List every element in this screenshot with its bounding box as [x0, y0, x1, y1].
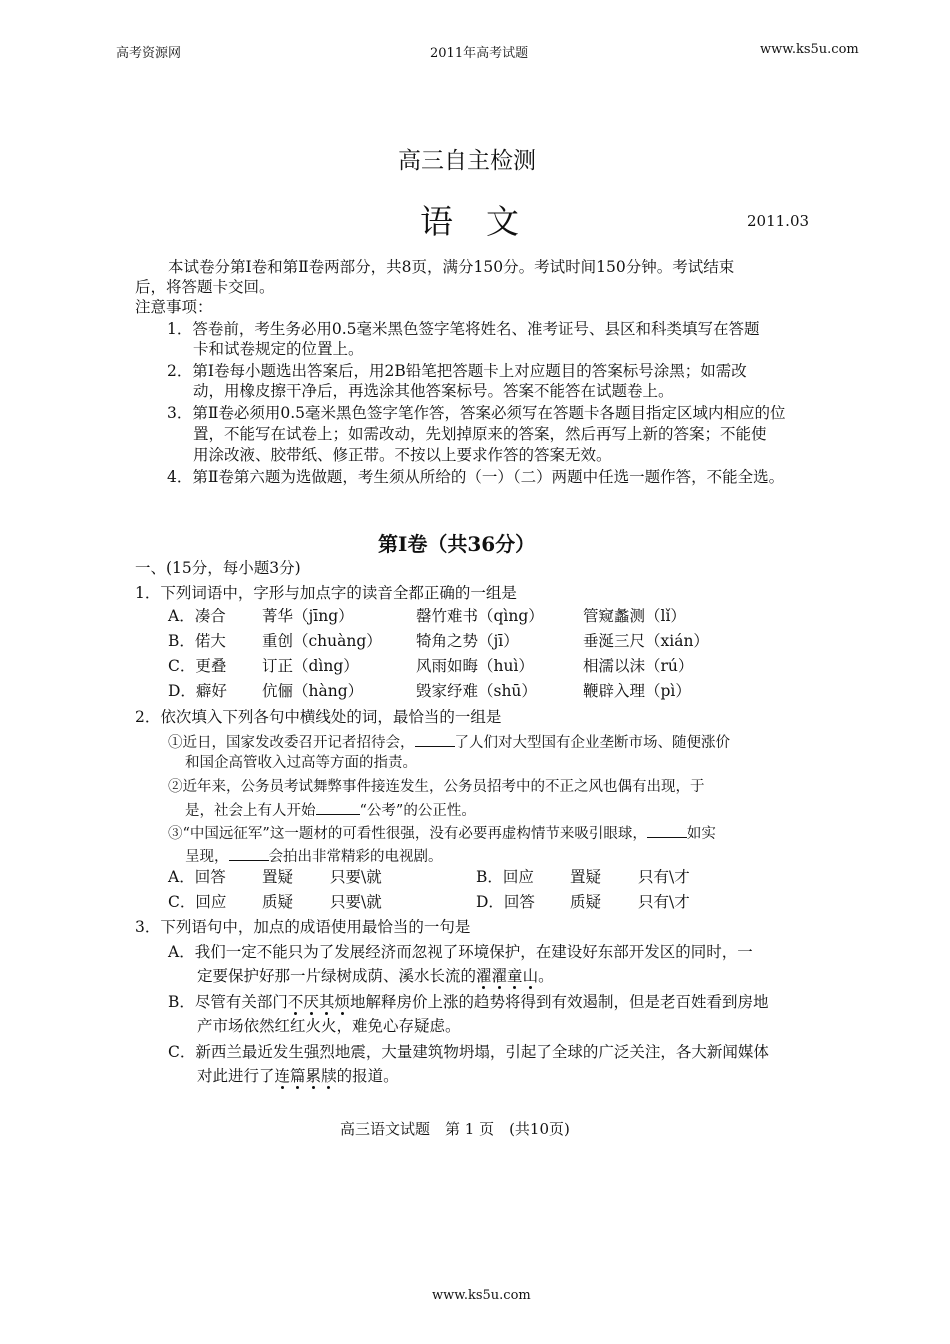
emphasis-char: 濯	[491, 967, 508, 985]
q2-s2-post: “公考”的公正性。	[359, 803, 476, 819]
q1-stem: 1．下列词语中，字形与加点字的读音全都正确的一组是	[135, 584, 517, 602]
q2-sentence-2-line-1: ②近年来，公务员考试舞弊事件接连发生，公务员招考中的不正之风也偶有出现，于	[168, 779, 705, 795]
subject-title: 语 文	[420, 202, 519, 241]
q2-s3-post: 如实	[686, 826, 716, 842]
section-title: 第Ⅰ卷（共36分）	[378, 532, 536, 556]
q2-blank-3	[647, 821, 687, 838]
q3-C-pre: 对此进行了	[197, 1067, 275, 1085]
q1-A-word2: 菁华（jīng）	[262, 607, 354, 625]
q2-opt-D-3: 只有\才	[638, 893, 690, 911]
q3-A-post: 。	[538, 967, 554, 985]
footer-url: www.ks5u.com	[432, 1288, 531, 1303]
q2-opt-A-3: 只要\就	[330, 868, 382, 886]
q3-A-pre: 定要保护好那一片绿树成荫、溪水长流的	[197, 967, 477, 985]
q2-opt-B-3: 只有\才	[638, 868, 690, 886]
q1-D-word3: 毁家纾难（shū）	[416, 682, 537, 700]
emphasis-char: 牍	[321, 1067, 337, 1085]
q2-blank-1	[415, 730, 455, 747]
header-center: 2011年高考试题	[430, 46, 529, 61]
notes-label: 注意事项：	[135, 298, 213, 316]
q3-stem: 3．下列语句中，加点的成语使用最恰当的一句是	[135, 918, 471, 936]
q3-C-post: 的报道。	[336, 1067, 399, 1085]
exam-date: 2011.03	[747, 212, 810, 230]
q1-C-word2: 订正（dìng）	[262, 657, 359, 675]
exam-title: 高三自主检测	[398, 148, 536, 174]
note-3-line-3: 用涂改液、胶带纸、修正带。不按以上要求作答的答案无效。	[193, 446, 612, 464]
note-4-line-1: 4．第Ⅱ卷第六题为选做题，考生须从所给的（一）（二）两题中任选一题作答，不能全选。	[167, 468, 785, 486]
emphasis-char: 童	[507, 967, 523, 985]
q2-s1-post: 了人们对大型国有企业垄断市场、随便涨价	[454, 735, 730, 751]
q2-stem: 2．依次填入下列各句中横线处的词，最恰当的一组是	[135, 708, 502, 726]
note-1-line-1: 1．答卷前，考生务必用0.5毫米黑色签字笔将姓名、准考证号、县区和科类填写在答题	[167, 320, 760, 338]
q2-opt-B-2: 置疑	[570, 868, 602, 886]
intro-line-1: 本试卷分第Ⅰ卷和第Ⅱ卷两部分，共8页，满分150分。考试时间150分钟。考试结束	[168, 258, 735, 276]
note-2-line-2: 动，用橡皮擦干净后，再选涂其他答案标号。答案不能答在试题卷上。	[193, 382, 674, 400]
q2-s1-pre: ①近日，国家发改委召开记者招待会，	[168, 735, 415, 751]
q1-A-word4: 管窥蠡测（lǐ）	[583, 607, 686, 625]
q2-sentence-2-line-2	[185, 798, 476, 822]
header-right: www.ks5u.com	[760, 42, 859, 57]
q1-B-word3: 犄角之势（jī）	[416, 632, 519, 650]
q2-blank-2	[316, 798, 360, 815]
note-3-line-1: 3．第Ⅱ卷必须用0.5毫米黑色签字笔作答，答案必须写在答题卡各题目指定区域内相应的位	[167, 404, 786, 422]
note-2-line-1: 2．第Ⅰ卷每小题选出答案后，用2B铅笔把答题卡上对应题目的答案标号涂黑；如需改	[167, 362, 747, 380]
q3-B-idiom	[288, 993, 350, 1011]
q1-B-word4: 垂涎三尺（xián）	[583, 632, 709, 650]
emphasis-char: 累	[305, 1067, 322, 1085]
q3-A-line-1: A．我们一定不能只为了发展经济而忽视了环境保护，在建设好东部开发区的同时，一	[168, 943, 753, 961]
q2-sentence-3-line-1	[168, 821, 716, 845]
emphasis-char: 其	[318, 993, 335, 1011]
q3-A-line-2	[197, 965, 554, 987]
q1-C-word4: 相濡以沫（rú）	[583, 657, 694, 675]
intro-line-2: 后，将答题卡交回。	[135, 278, 275, 296]
q1-D-word2: 伉俪（hàng）	[262, 682, 364, 700]
q1-A-word3: 罄竹难书（qìng）	[416, 607, 544, 625]
q2-opt-D-2: 质疑	[570, 893, 602, 911]
q3-C-line-2	[197, 1065, 399, 1087]
q2-opt-A-1: A．回答	[168, 868, 226, 886]
q2-opt-C-3: 只要\就	[330, 893, 382, 911]
note-1-line-2: 卡和试卷规定的位置上。	[193, 340, 364, 358]
q2-s3b-post: 会拍出非常精彩的电视剧。	[268, 849, 443, 865]
emphasis-char: 濯	[476, 967, 492, 985]
q3-C-line-1: C．新西兰最近发生强烈地震，大量建筑物坍塌，引起了全球的广泛关注，各大新闻媒体	[168, 1043, 769, 1061]
q2-blank-4	[229, 844, 269, 861]
part-label: 一、(15分，每小题3分)	[135, 559, 301, 577]
q3-B-post: 地解释房价上涨的趋势将得到有效遏制，但是老百姓看到房地	[349, 993, 769, 1011]
q3-B-line-2: 产市场依然红红火火，难免心存疑虑。	[197, 1017, 461, 1035]
emphasis-char: 篇	[290, 1067, 306, 1085]
q1-C-word1: C．更叠	[168, 657, 227, 675]
emphasis-char: 烦	[334, 993, 350, 1011]
header-left: 高考资源网	[116, 46, 182, 61]
q2-opt-D-1: D．回答	[476, 893, 535, 911]
q2-opt-A-2: 置疑	[262, 868, 294, 886]
q2-sentence-3-line-2	[185, 844, 443, 868]
q2-opt-C-1: C．回应	[168, 893, 227, 911]
page-info: 高三语文试题 第 1 页 (共10页)	[340, 1120, 570, 1138]
q2-sentence-1-line-1	[168, 730, 730, 754]
q3-A-idiom	[476, 967, 538, 985]
q3-C-idiom	[275, 1067, 337, 1085]
q1-B-word2: 重创（chuàng）	[262, 632, 382, 650]
q2-opt-C-2: 质疑	[262, 893, 294, 911]
emphasis-char: 山	[522, 967, 539, 985]
q1-A-word1: A．凑合	[168, 607, 226, 625]
emphasis-char: 连	[274, 1067, 291, 1085]
note-3-line-2: 置，不能写在试卷上；如需改动，先划掉原来的答案，然后再写上新的答案；不能使	[193, 425, 767, 443]
q3-B-pre: B．尽管有关部门	[168, 993, 288, 1011]
emphasis-char: 厌	[303, 993, 319, 1011]
q1-C-word3: 风雨如晦（huì）	[416, 657, 534, 675]
q1-D-word1: D．癖好	[168, 682, 227, 700]
q1-D-word4: 鞭辟入理（pì）	[583, 682, 691, 700]
q2-s3b-pre: 呈现，	[185, 849, 229, 865]
q2-opt-B-1: B．回应	[476, 868, 534, 886]
q2-s2-pre: 是，社会上有人开始	[185, 803, 316, 819]
q1-B-word1: B．偌大	[168, 632, 226, 650]
q3-B-line-1	[168, 991, 768, 1013]
emphasis-char: 不	[287, 993, 304, 1011]
q2-s3-pre: ③“中国远征军”这一题材的可看性很强，没有必要再虚构情节来吸引眼球，	[168, 826, 647, 842]
q2-sentence-1-line-2: 和国企高管收入过高等方面的指责。	[185, 755, 417, 771]
